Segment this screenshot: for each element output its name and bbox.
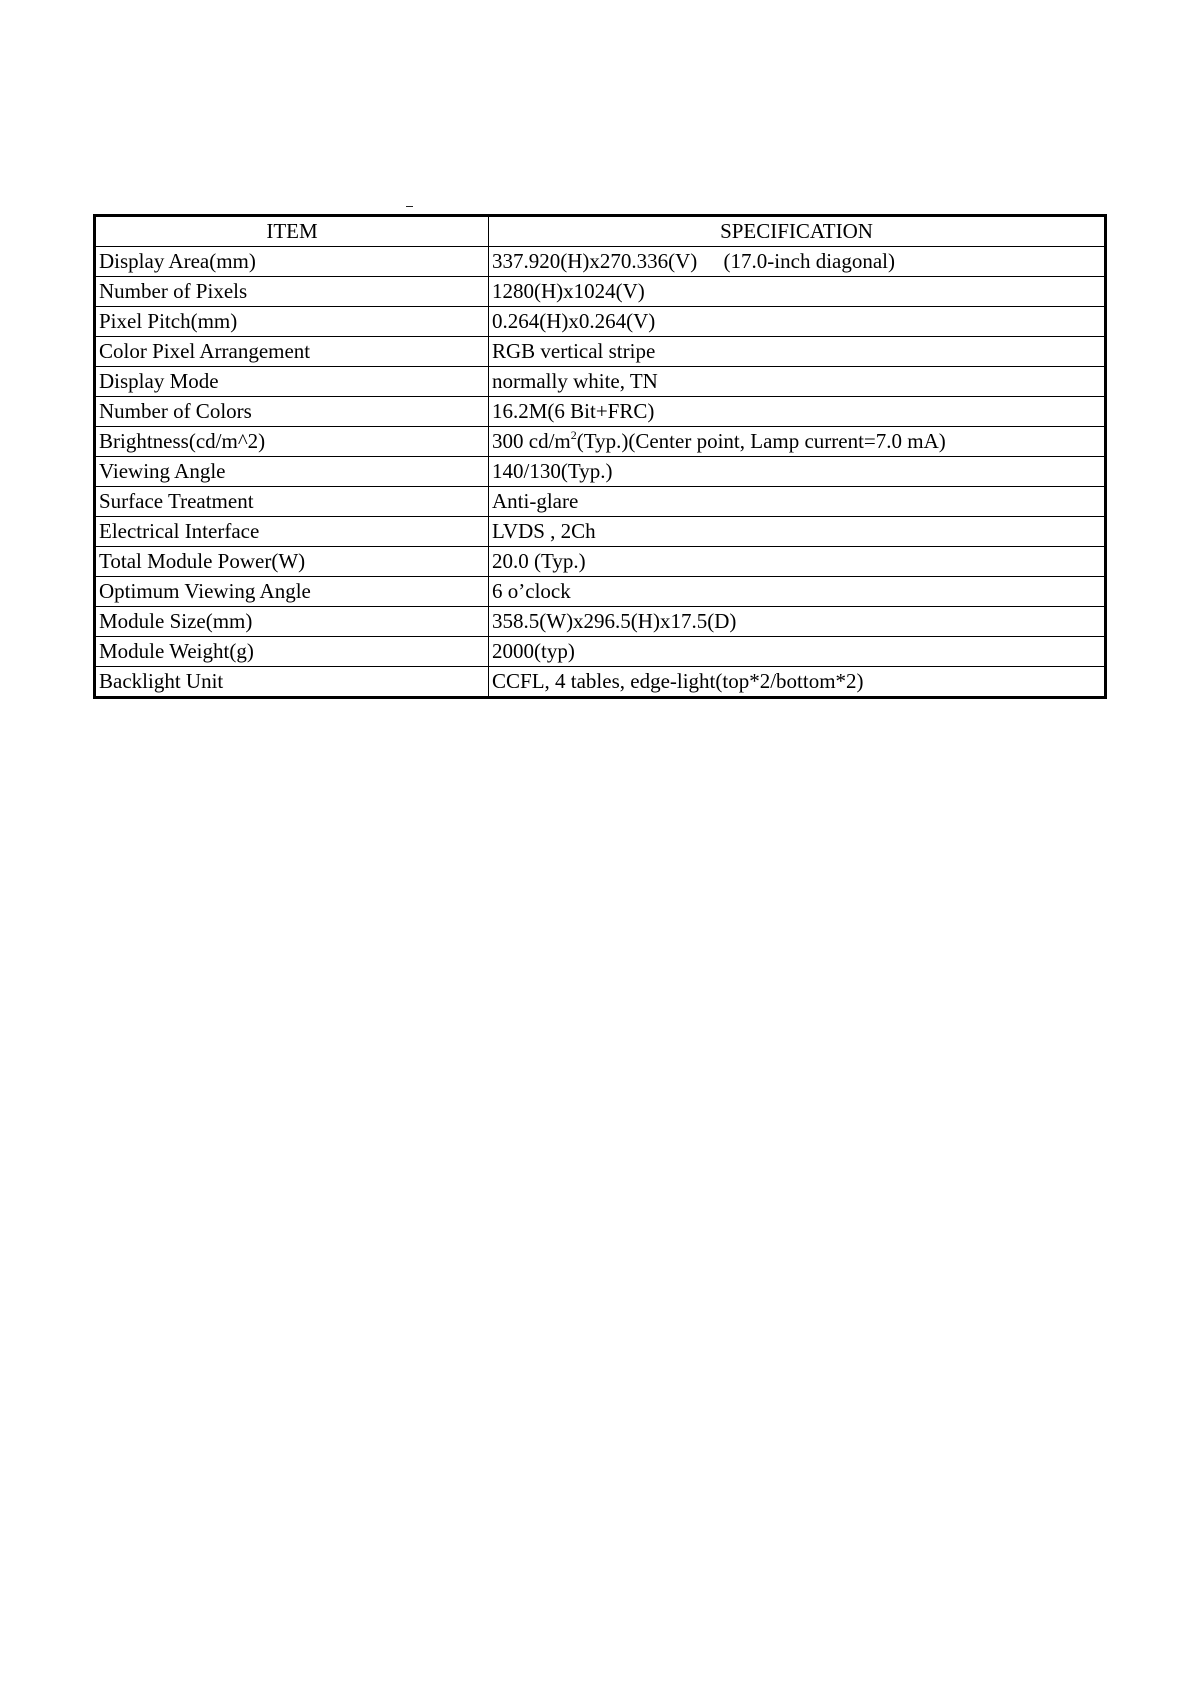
table-row	[95, 607, 1106, 637]
table-row	[95, 517, 1106, 547]
table-row	[95, 427, 1106, 457]
item-cell: Electrical Interface	[95, 517, 489, 547]
table-row	[95, 367, 1106, 397]
spec-cell: Anti-glare	[489, 487, 1106, 517]
spec-cell: 2000(typ)	[489, 637, 1106, 667]
header-specification: SPECIFICATION	[489, 216, 1106, 247]
table-row	[95, 397, 1106, 427]
spec-cell: 337.920(H)x270.336(V) (17.0-inch diagonal)	[489, 247, 1106, 277]
table-row	[95, 277, 1106, 307]
table-row	[95, 487, 1106, 517]
table-row	[95, 667, 1106, 698]
item-cell: Surface Treatment	[95, 487, 489, 517]
item-cell: Brightness(cd/m^2)	[95, 427, 489, 457]
table-row	[95, 637, 1106, 667]
item-cell: Viewing Angle	[95, 457, 489, 487]
spec-superscript: 2	[570, 428, 577, 442]
table-row	[95, 457, 1106, 487]
table-row	[95, 307, 1106, 337]
item-cell: Optimum Viewing Angle	[95, 577, 489, 607]
item-cell: Total Module Power(W)	[95, 547, 489, 577]
item-cell: Module Size(mm)	[95, 607, 489, 637]
item-cell: Display Area(mm)	[95, 247, 489, 277]
spec-cell: 6 o’clock	[489, 577, 1106, 607]
spec-cell: 16.2M(6 Bit+FRC)	[489, 397, 1106, 427]
spec-text-suffix: (Typ.)(Center point, Lamp current=7.0 mA)	[576, 429, 946, 453]
spec-cell	[489, 427, 1106, 457]
item-cell: Display Mode	[95, 367, 489, 397]
table-row	[95, 337, 1106, 367]
spec-cell: normally white, TN	[489, 367, 1106, 397]
spec-cell: 1280(H)x1024(V)	[489, 277, 1106, 307]
spec-cell: 358.5(W)x296.5(H)x17.5(D)	[489, 607, 1106, 637]
table-row	[95, 247, 1106, 277]
spec-text-prefix: 300 cd/m	[492, 429, 571, 453]
spec-cell: LVDS , 2Ch	[489, 517, 1106, 547]
item-cell: Color Pixel Arrangement	[95, 337, 489, 367]
spec-cell: RGB vertical stripe	[489, 337, 1106, 367]
table-row	[95, 547, 1106, 577]
spec-cell: 140/130(Typ.)	[489, 457, 1106, 487]
specification-table	[93, 214, 1107, 699]
stray-dash-mark	[406, 206, 413, 207]
header-item: ITEM	[95, 216, 489, 247]
item-cell: Backlight Unit	[95, 667, 489, 698]
item-cell: Pixel Pitch(mm)	[95, 307, 489, 337]
spec-cell: CCFL, 4 tables, edge-light(top*2/bottom*2)	[489, 667, 1106, 698]
table-header-row	[95, 216, 1106, 247]
item-cell: Module Weight(g)	[95, 637, 489, 667]
spec-cell: 20.0 (Typ.)	[489, 547, 1106, 577]
item-cell: Number of Pixels	[95, 277, 489, 307]
spec-cell: 0.264(H)x0.264(V)	[489, 307, 1106, 337]
table-row	[95, 577, 1106, 607]
item-cell: Number of Colors	[95, 397, 489, 427]
